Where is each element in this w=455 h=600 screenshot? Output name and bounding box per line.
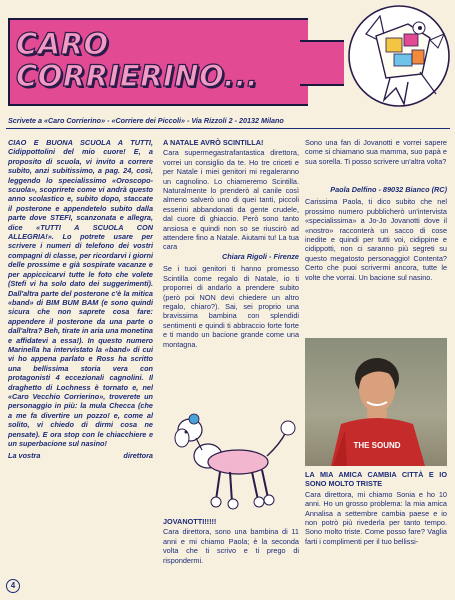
mailing-address: Scrivete a «Caro Corrierino» - «Corriere dei Piccoli» - Via Rizzoli 2 - 20132 Milano xyxy=(8,116,284,125)
letter-natale-signature: Chiara Rigoli - Firenze xyxy=(221,251,299,261)
editorial-closing xyxy=(8,451,153,460)
letter-jovanotti-continued-body: Sono una fan di Jovanotti e vorrei sapere come si chiamano sua mamma, suo papà e sua sorella. Ti posso scrivere un'altra volta? xyxy=(305,138,447,166)
jovanotti-portrait xyxy=(305,338,447,466)
letter-jovanotti-continued xyxy=(305,138,447,186)
letter-jovanotti-reply-block xyxy=(305,185,447,335)
mascot-illustration xyxy=(346,4,452,112)
letter-jovanotti-heading: JOVANOTTI!!!!! xyxy=(163,517,217,526)
letter-amica-heading: LA MIA AMICA CAMBIA CITTÀ E IO SONO MOLTO TRISTE xyxy=(305,470,447,489)
closing-signature: direttora xyxy=(123,451,153,461)
letter-amica-body: Cara direttora, mi chiamo Sonia e ho 10 anni. Ho un grosso problema: la mia amica Annalisa a settembre cambia paese e io non potrò più rivederla per tanto tempo. Sono molto triste. Come posso fare? Vaglia farti i complimenti per il tuo bellissi- xyxy=(305,489,447,546)
letter-natale xyxy=(163,138,299,448)
letter-jovanotti xyxy=(163,517,299,595)
header-divider xyxy=(6,128,450,129)
letter-amica xyxy=(305,470,447,594)
letter-jovanotti-body: Cara direttora, sono una bambina di 11 anni e mi chiamo Paola; è la seconda volta che ti scrivo e ti prego di rispondermi. xyxy=(163,527,299,565)
header-band xyxy=(0,0,455,112)
letter-natale-body: Cara supermegastrafantastica direttora, vorrei un consiglio da te. Ho tre criceti e per Natale i miei genitori mi regaleranno un cagnolino. Lo chiameremo Scintilla. Naturalmente lo prenderò al canile così almeno salverò uno di quei tanti, piccoli esserini abbandonati da gente crudele, dal cuore di ghiaccio. Però sono tanto ansiosa e quindi non so se riuscirò ad attendere fino a Natale. Aiutami tu! La tua cara xyxy=(163,148,299,252)
shirt-text: THE SOUND xyxy=(353,441,401,450)
letter-jovanotti-signature: Paola Delfino - 89032 Bianco (RC) xyxy=(330,185,447,194)
editorial-text: CIAO E BUONA SCUOLA A TUTTI, Cidippottolini del mio cuore! E, a proposito di scuola, vi invito a correre subito, anzi subitissimo, a pag. 24, così, leggendo lo specialissimo «Oroscopo-scuola», scoprirete come vi andrà questo anno scolastico e, subito dopo, staccate il posterone e appendetelo subito dalla parte dove STEFI, scanzonata e allegra, dice «TUTTI A SCUOLA CON ALLEGRIA!». Lo potrete usare per scrivere i numeri di telefono dei vostri compagni di classe, per ricordarvi i giorni delle prossime e già sospirate vacanze e per appiccicarvi tutte le foto che volete (Stefi vi ha solo dato dei suggerimenti). Dall'altra parte del posterone c'è la mitica «band» di BIM BUM BAM (e sono quindi sicura che non saprete cosa fare: appendere il posterone da una parte o dall'altra? Beh, tirate in aria una monetina e affidatevi a essa!). In questo numero Marinella ha intervistato la «band» di cui vi ho appena parlato e Ross ha scritto una bellissima storia vera con protagonisti 4 eccezionali cagnolini. Il draghetto di Lochness è tornato e, nel «Caro Vecchio Corrierino», troverete un personaggio in più: la mula Checca (che a me fa divertire un pozzo! e, come al solito, vi chiedo di dirmi cosa ne pensate). E ora stop con le chiacchiere e un superbacione sul nasino! xyxy=(8,138,153,448)
editorial-column xyxy=(8,138,153,586)
letter-natale-heading: A NATALE AVRÒ SCINTILLA! xyxy=(163,138,264,147)
poodle-illustration xyxy=(168,410,303,514)
jovanotti-photo xyxy=(305,338,447,466)
letter-natale-reply: Se i tuoi genitori ti hanno promesso Scintilla come regalo di Natale, io ti proporrei di andarlo a prendere subito (però poi NON devi chiedere un altro regalo, chiaro?). Sai, sei proprio una bravissima bambina con splendidi sentimenti e quindi ti abbraccio forte forte e ti mando un bacione grande come una montagna. xyxy=(163,264,299,349)
letter-jovanotti-reply: Carissima Paola, ti dico subito che nel prossimo numero pubblicherò un'intervista «specialissima» a Jo-Jo Jovanotti dove il «nostro» racconterà un sacco di cose inedite e quindi per tutti voi, cidippine e cidippotti, non ci saranno più segreti su questo megatosto personaggio! Contenta? Certo che puoi scrivermi ancora, tutte le volte che vorrai. Un bacione sul nasino. xyxy=(305,197,447,282)
page-title: CARO CORRIERINO... xyxy=(16,27,259,93)
page-number: 4 xyxy=(6,579,20,593)
title-panel-tab xyxy=(300,40,344,86)
closing-text: La vostra xyxy=(8,451,41,461)
